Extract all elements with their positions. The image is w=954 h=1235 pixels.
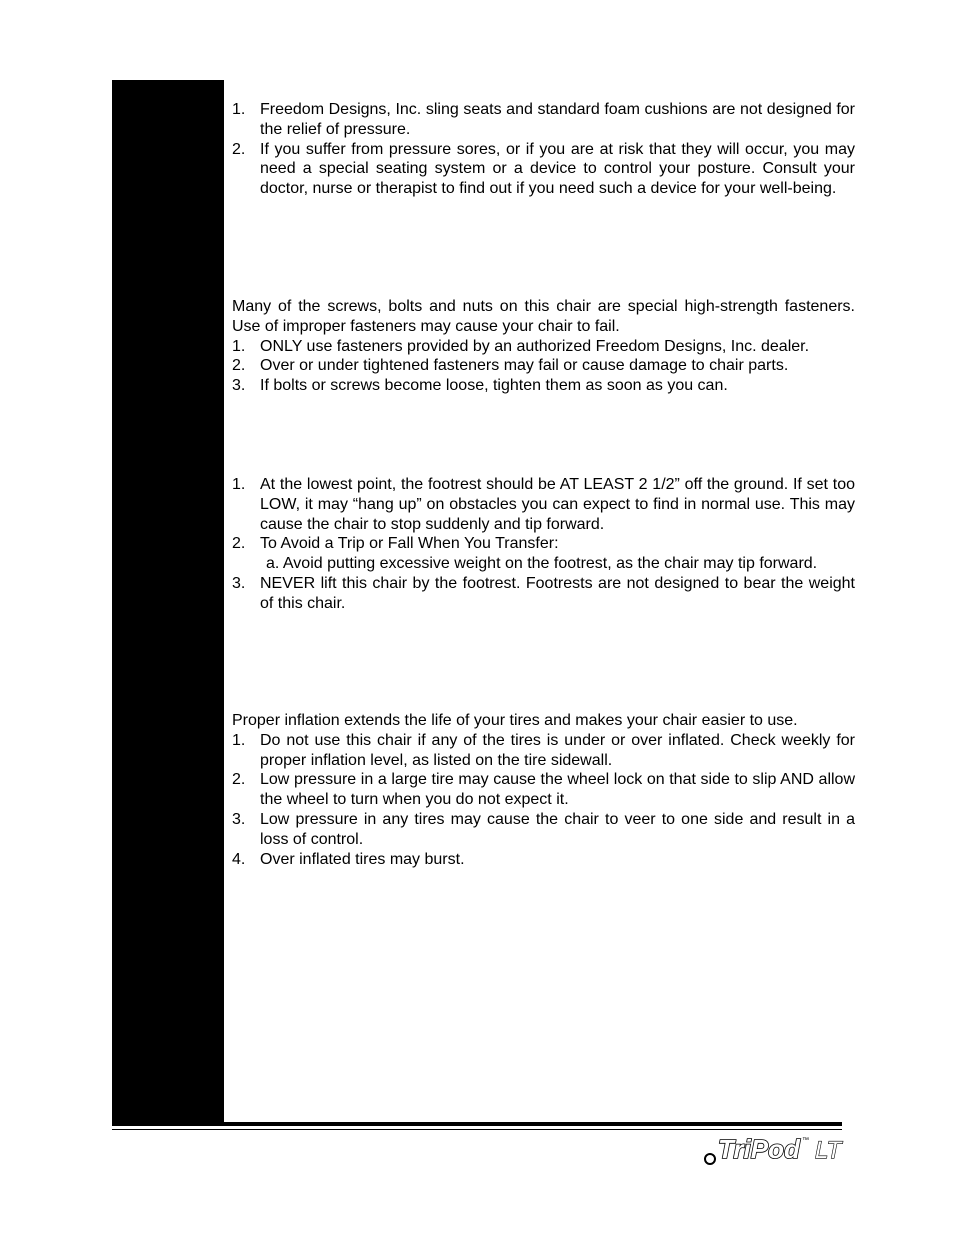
list-item: 2. Low pressure in a large tire may cause the wheel lock on that side to slip AND allow the wheel to turn when you do not expect it. [232, 771, 855, 809]
list-item: 2. Over or under tightened fasteners may fail or cause damage to chair parts. [232, 357, 789, 375]
fasteners-list [232, 337, 855, 396]
section-footrest [232, 475, 855, 614]
list-item: 1. Do not use this chair if any of the tires is under or over inflated. Check weekly for proper inflation level, as listed on the tire sidewall. [232, 731, 855, 769]
logo-main: TriPod [718, 1134, 800, 1164]
list-item: 1. At the lowest point, the footrest should be AT LEAST 2 1/2” off the ground. If set too LOW, it may “hang up” on obstacles you can expect to find in normal use. This may cause the chair to stop suddenly and tip forward. [232, 476, 855, 533]
list-item: 1. Freedom Designs, Inc. sling seats and standard foam cushions are not designed for the relief of pressure. [232, 101, 855, 138]
tires-list [232, 731, 855, 870]
section-fasteners [232, 297, 855, 396]
logo-suffix: LT [815, 1137, 842, 1164]
section-tires [232, 711, 855, 869]
list-item: 3. If bolts or screws become loose, tighten them as soon as you can. [232, 377, 728, 395]
list-item: 3. NEVER lift this chair by the footrest. Footrests are not designed to bear the weight of this chair. [232, 574, 855, 612]
section-pressure [232, 100, 855, 199]
list-item: 2. To Avoid a Trip or Fall When You Transfer: a. Avoid putting excessive weight on the footrest, as the chair may tip forward. [232, 534, 855, 574]
list-item: 4. Over inflated tires may burst. [232, 850, 465, 868]
footrest-list [232, 475, 855, 614]
pressure-list [232, 100, 855, 199]
fasteners-intro: Many of the screws, bolts and nuts on this chair are special high-strength fasteners. Use of improper fasteners may cause your chair to fail. [232, 298, 855, 335]
logo-tm: ™ [802, 1137, 809, 1144]
footer-rule [112, 1122, 842, 1126]
list-item: 2. If you suffer from pressure sores, or if you are at risk that they will occur, you may need a special seating system or a device to control your posture. Consult your doctor, nurse or therapist to find out if you need such a device for your well-being. [232, 140, 855, 198]
footer-rule-thin [112, 1129, 842, 1130]
list-item: 3. Low pressure in any tires may cause the chair to veer to one side and result in a loss of control. [232, 810, 855, 848]
tripod-lt-logo [702, 1132, 844, 1166]
sidebar-bar [112, 80, 224, 1122]
tires-intro: Proper inflation extends the life of your tires and makes your chair easier to use. [232, 712, 798, 729]
logo-wheel-icon [705, 1154, 715, 1164]
sub-item: a. Avoid putting excessive weight on the footrest, as the chair may tip forward. [266, 555, 818, 573]
list-item: 1. ONLY use fasteners provided by an authorized Freedom Designs, Inc. dealer. [232, 337, 810, 355]
